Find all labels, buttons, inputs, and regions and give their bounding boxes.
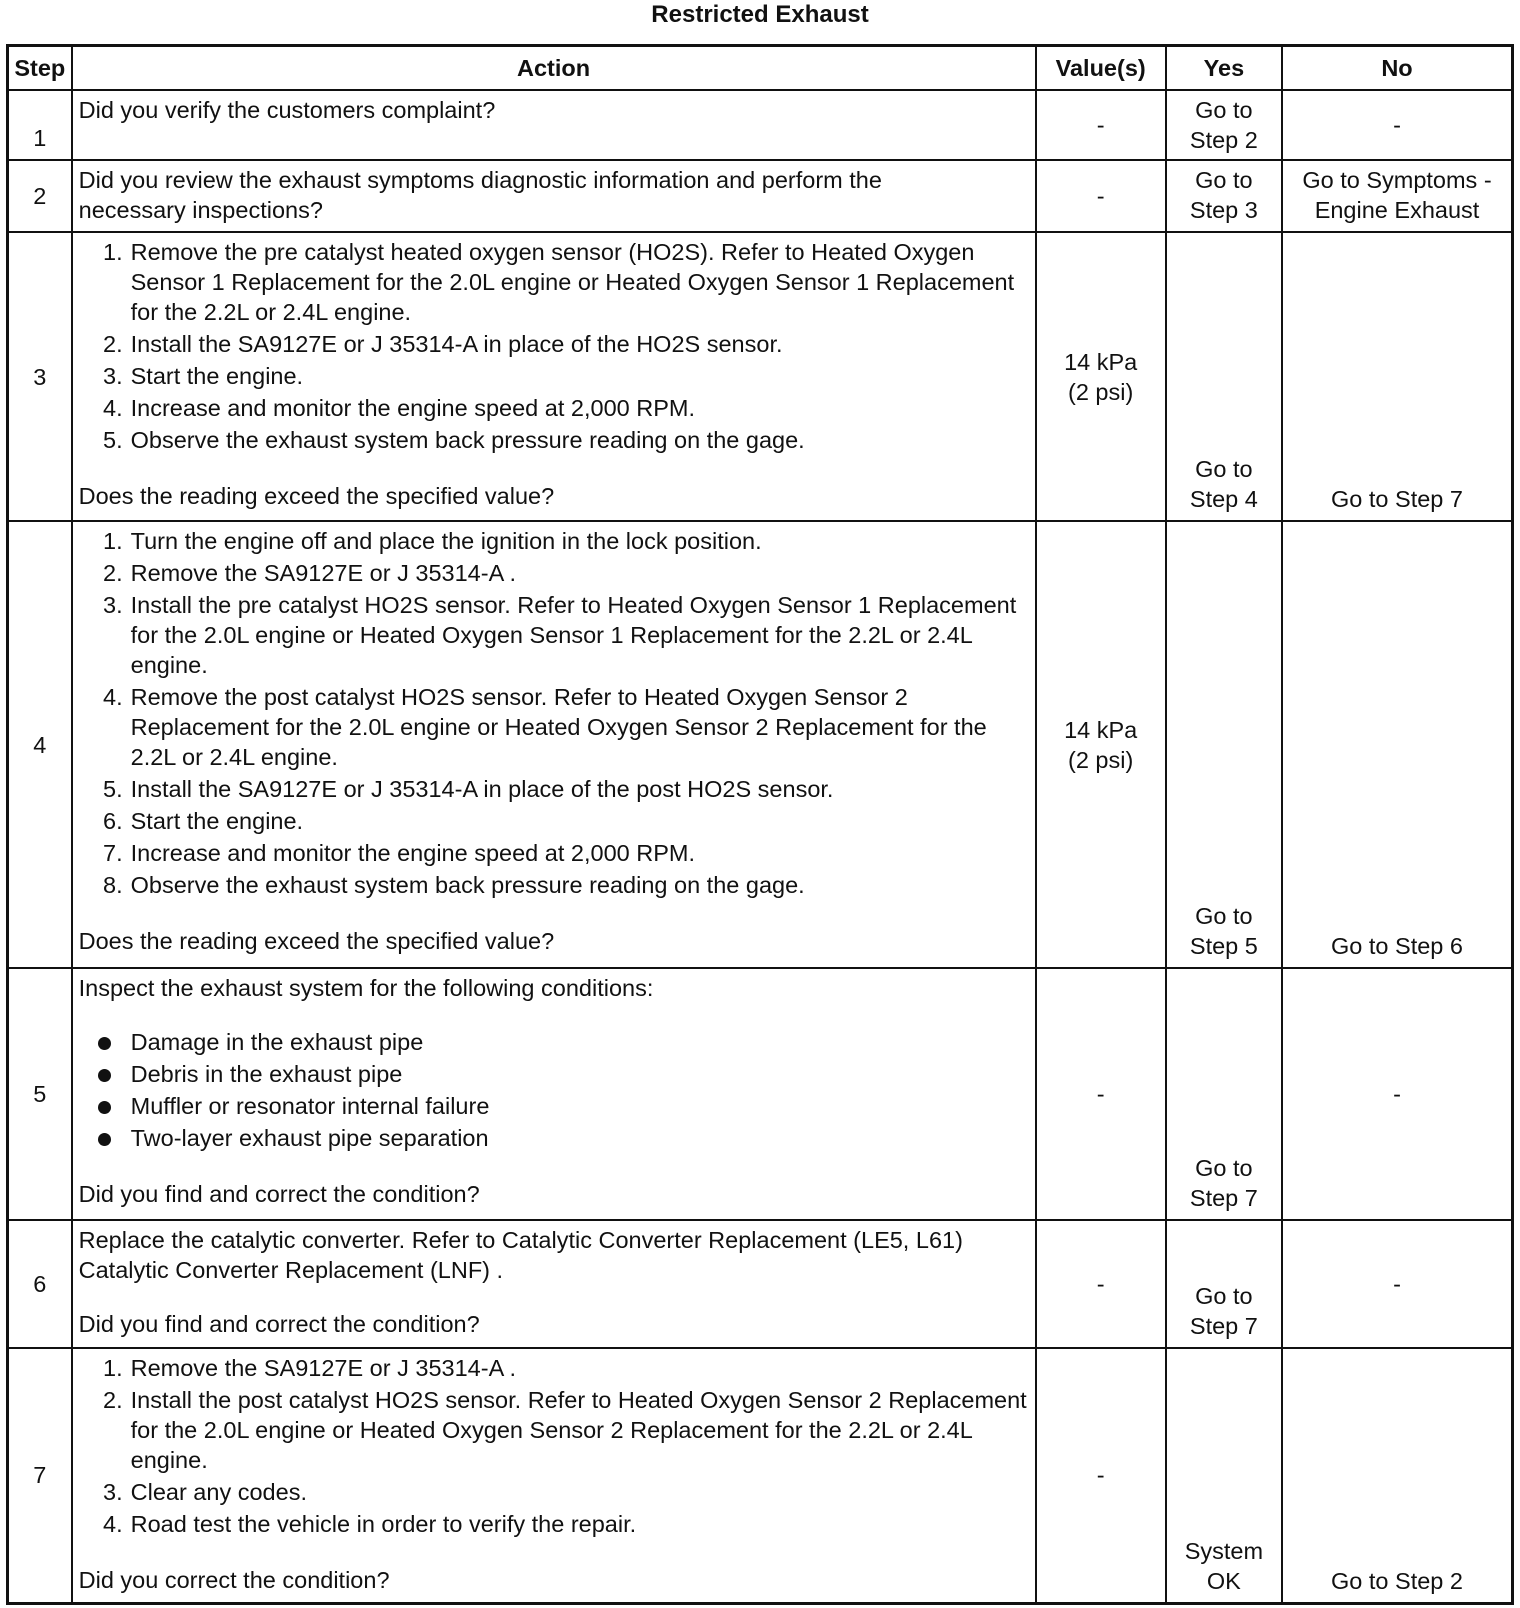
list-item: 2. Install the SA9127E or J 35314-A in place of the HO2S sensor.	[103, 331, 783, 357]
list-item: 1. Turn the engine off and place the ignition in the lock position.	[103, 528, 762, 554]
action-intro: Inspect the exhaust system for the following conditions:	[78, 975, 654, 1001]
value-cell	[1036, 232, 1166, 521]
list-item: 3. Install the pre catalyst HO2S sensor. Refer to Heated Oxygen Sensor 1 Replacement for the 2.0L engine or Heated Oxygen Sensor 1 Replacement for the 2.2L or 2.4L engine.	[103, 592, 1017, 678]
condition-list	[79, 1027, 1029, 1153]
step-number: 2	[8, 160, 72, 232]
yes-cell	[1166, 232, 1282, 521]
no-cell: -	[1282, 1220, 1513, 1348]
procedure-list	[79, 237, 1029, 455]
no-cell: Go to Step 2	[1282, 1348, 1513, 1603]
yes-line: Step 5	[1189, 933, 1258, 959]
table-row	[8, 90, 1513, 160]
step-number: 7	[8, 1348, 72, 1603]
diagnostic-table	[6, 44, 1514, 1605]
list-item: 5. Observe the exhaust system back pressure reading on the gage.	[103, 427, 805, 453]
header-action: Action	[72, 46, 1036, 91]
step-number: 5	[8, 968, 72, 1220]
step-number: 1	[8, 90, 72, 160]
list-item: 3. Clear any codes.	[103, 1479, 307, 1505]
action-cell	[72, 1348, 1036, 1603]
action-question: Does the reading exceed the specified value?	[78, 928, 555, 954]
list-item: 2. Remove the SA9127E or J 35314-A .	[103, 560, 516, 586]
yes-line: System	[1184, 1537, 1264, 1564]
list-item: Debris in the exhaust pipe	[131, 1059, 1029, 1089]
yes-cell	[1166, 90, 1282, 160]
header-row	[8, 46, 1513, 91]
header-yes: Yes	[1166, 46, 1282, 91]
list-item: 4. Remove the post catalyst HO2S sensor. Refer to Heated Oxygen Sensor 2 Replacement for the 2.0L engine or Heated Oxygen Sensor 2 Replacement for the 2.2L or 2.4L engine.	[103, 684, 987, 770]
action-cell	[72, 968, 1036, 1220]
list-item: 5. Install the SA9127E or J 35314-A in place of the post HO2S sensor.	[103, 776, 834, 802]
action-line: necessary inspections?	[78, 197, 323, 223]
yes-line: Go to	[1195, 167, 1253, 193]
yes-line: Go to	[1195, 456, 1253, 482]
action-cell	[72, 90, 1036, 160]
step-number: 6	[8, 1220, 72, 1348]
list-item: 3. Start the engine.	[103, 363, 304, 389]
yes-line: Step 3	[1189, 197, 1258, 223]
yes-line: OK	[1206, 1567, 1241, 1594]
step-number: 4	[8, 521, 72, 968]
bullet-icon	[98, 1101, 111, 1114]
yes-line: Step 2	[1189, 127, 1258, 153]
action-cell	[72, 521, 1036, 968]
value-cell: -	[1036, 1348, 1166, 1603]
value-line: (2 psi)	[1068, 378, 1134, 405]
value-cell	[1036, 521, 1166, 968]
no-line: Go to Symptoms -	[1302, 167, 1492, 193]
bullet-icon	[98, 1133, 111, 1146]
list-item: 1. Remove the pre catalyst heated oxygen sensor (HO2S). Refer to Heated Oxygen Sensor 1 Replacement for the 2.0L engine or Heated Oxygen Sensor 1 Replacement for the 2.2L or 2.4L engine.	[103, 239, 1015, 325]
list-item: Damage in the exhaust pipe	[131, 1027, 1029, 1057]
yes-cell	[1166, 968, 1282, 1220]
page-title: Restricted Exhaust	[651, 1, 869, 28]
table-row	[8, 521, 1513, 968]
value-line: 14 kPa	[1064, 348, 1138, 375]
header-values: Value(s)	[1036, 46, 1166, 91]
action-line: Did you review the exhaust symptoms diagnostic information and perform the	[78, 167, 882, 193]
table-row	[8, 160, 1513, 232]
yes-line: Go to	[1195, 903, 1253, 929]
action-question: Did you find and correct the condition?	[78, 1311, 480, 1337]
list-item: 1. Remove the SA9127E or J 35314-A .	[103, 1355, 516, 1381]
list-item: 4. Road test the vehicle in order to verify the repair.	[103, 1511, 637, 1537]
action-line: Catalytic Converter Replacement (LNF) .	[78, 1257, 504, 1283]
table-row	[8, 232, 1513, 521]
no-cell: Go to Step 6	[1282, 521, 1513, 968]
value-line: (2 psi)	[1068, 746, 1134, 773]
yes-cell	[1166, 1220, 1282, 1348]
list-item: 7. Increase and monitor the engine speed at 2,000 RPM.	[103, 840, 695, 866]
no-cell: -	[1282, 968, 1513, 1220]
yes-line: Go to	[1195, 97, 1253, 123]
list-item: Two-layer exhaust pipe separation	[131, 1123, 1029, 1153]
no-cell	[1282, 160, 1513, 232]
no-line: Engine Exhaust	[1314, 197, 1480, 223]
value-line: 14 kPa	[1064, 716, 1138, 743]
action-question: Does the reading exceed the specified value?	[78, 483, 555, 509]
bullet-icon	[98, 1037, 111, 1050]
yes-line: Go to	[1195, 1283, 1253, 1309]
yes-cell	[1166, 521, 1282, 968]
action-question: Did you verify the customers complaint?	[78, 97, 496, 123]
yes-line: Step 7	[1189, 1313, 1258, 1339]
procedure-list	[79, 1353, 1029, 1539]
value-cell: -	[1036, 90, 1166, 160]
yes-cell	[1166, 1348, 1282, 1603]
bullet-icon	[98, 1069, 111, 1082]
action-cell	[72, 160, 1036, 232]
action-question: Did you correct the condition?	[78, 1567, 390, 1593]
header-step: Step	[8, 46, 72, 91]
list-item: 2. Install the post catalyst HO2S sensor. Refer to Heated Oxygen Sensor 2 Replacement for the 2.0L engine or Heated Oxygen Sensor 2 Replacement for the 2.2L or 2.4L engine.	[103, 1387, 1027, 1473]
step-number: 3	[8, 232, 72, 521]
value-cell: -	[1036, 968, 1166, 1220]
action-cell	[72, 1220, 1036, 1348]
value-cell: -	[1036, 1220, 1166, 1348]
procedure-list	[79, 526, 1029, 900]
list-item: 8. Observe the exhaust system back pressure reading on the gage.	[103, 872, 805, 898]
yes-line: Go to	[1195, 1155, 1253, 1181]
list-item: 6. Start the engine.	[103, 808, 304, 834]
header-no: No	[1282, 46, 1513, 91]
no-cell: Go to Step 7	[1282, 232, 1513, 521]
action-question: Did you find and correct the condition?	[78, 1181, 480, 1207]
yes-line: Step 7	[1189, 1185, 1258, 1211]
no-cell: -	[1282, 90, 1513, 160]
yes-line: Step 4	[1189, 486, 1258, 512]
action-line: Replace the catalytic converter. Refer to Catalytic Converter Replacement (LE5, L61)	[78, 1227, 963, 1253]
table-row	[8, 968, 1513, 1220]
list-item: Muffler or resonator internal failure	[131, 1091, 1029, 1121]
action-cell	[72, 232, 1036, 521]
table-row	[8, 1348, 1513, 1603]
list-item: 4. Increase and monitor the engine speed at 2,000 RPM.	[103, 395, 695, 421]
yes-cell	[1166, 160, 1282, 232]
value-cell: -	[1036, 160, 1166, 232]
table-row	[8, 1220, 1513, 1348]
